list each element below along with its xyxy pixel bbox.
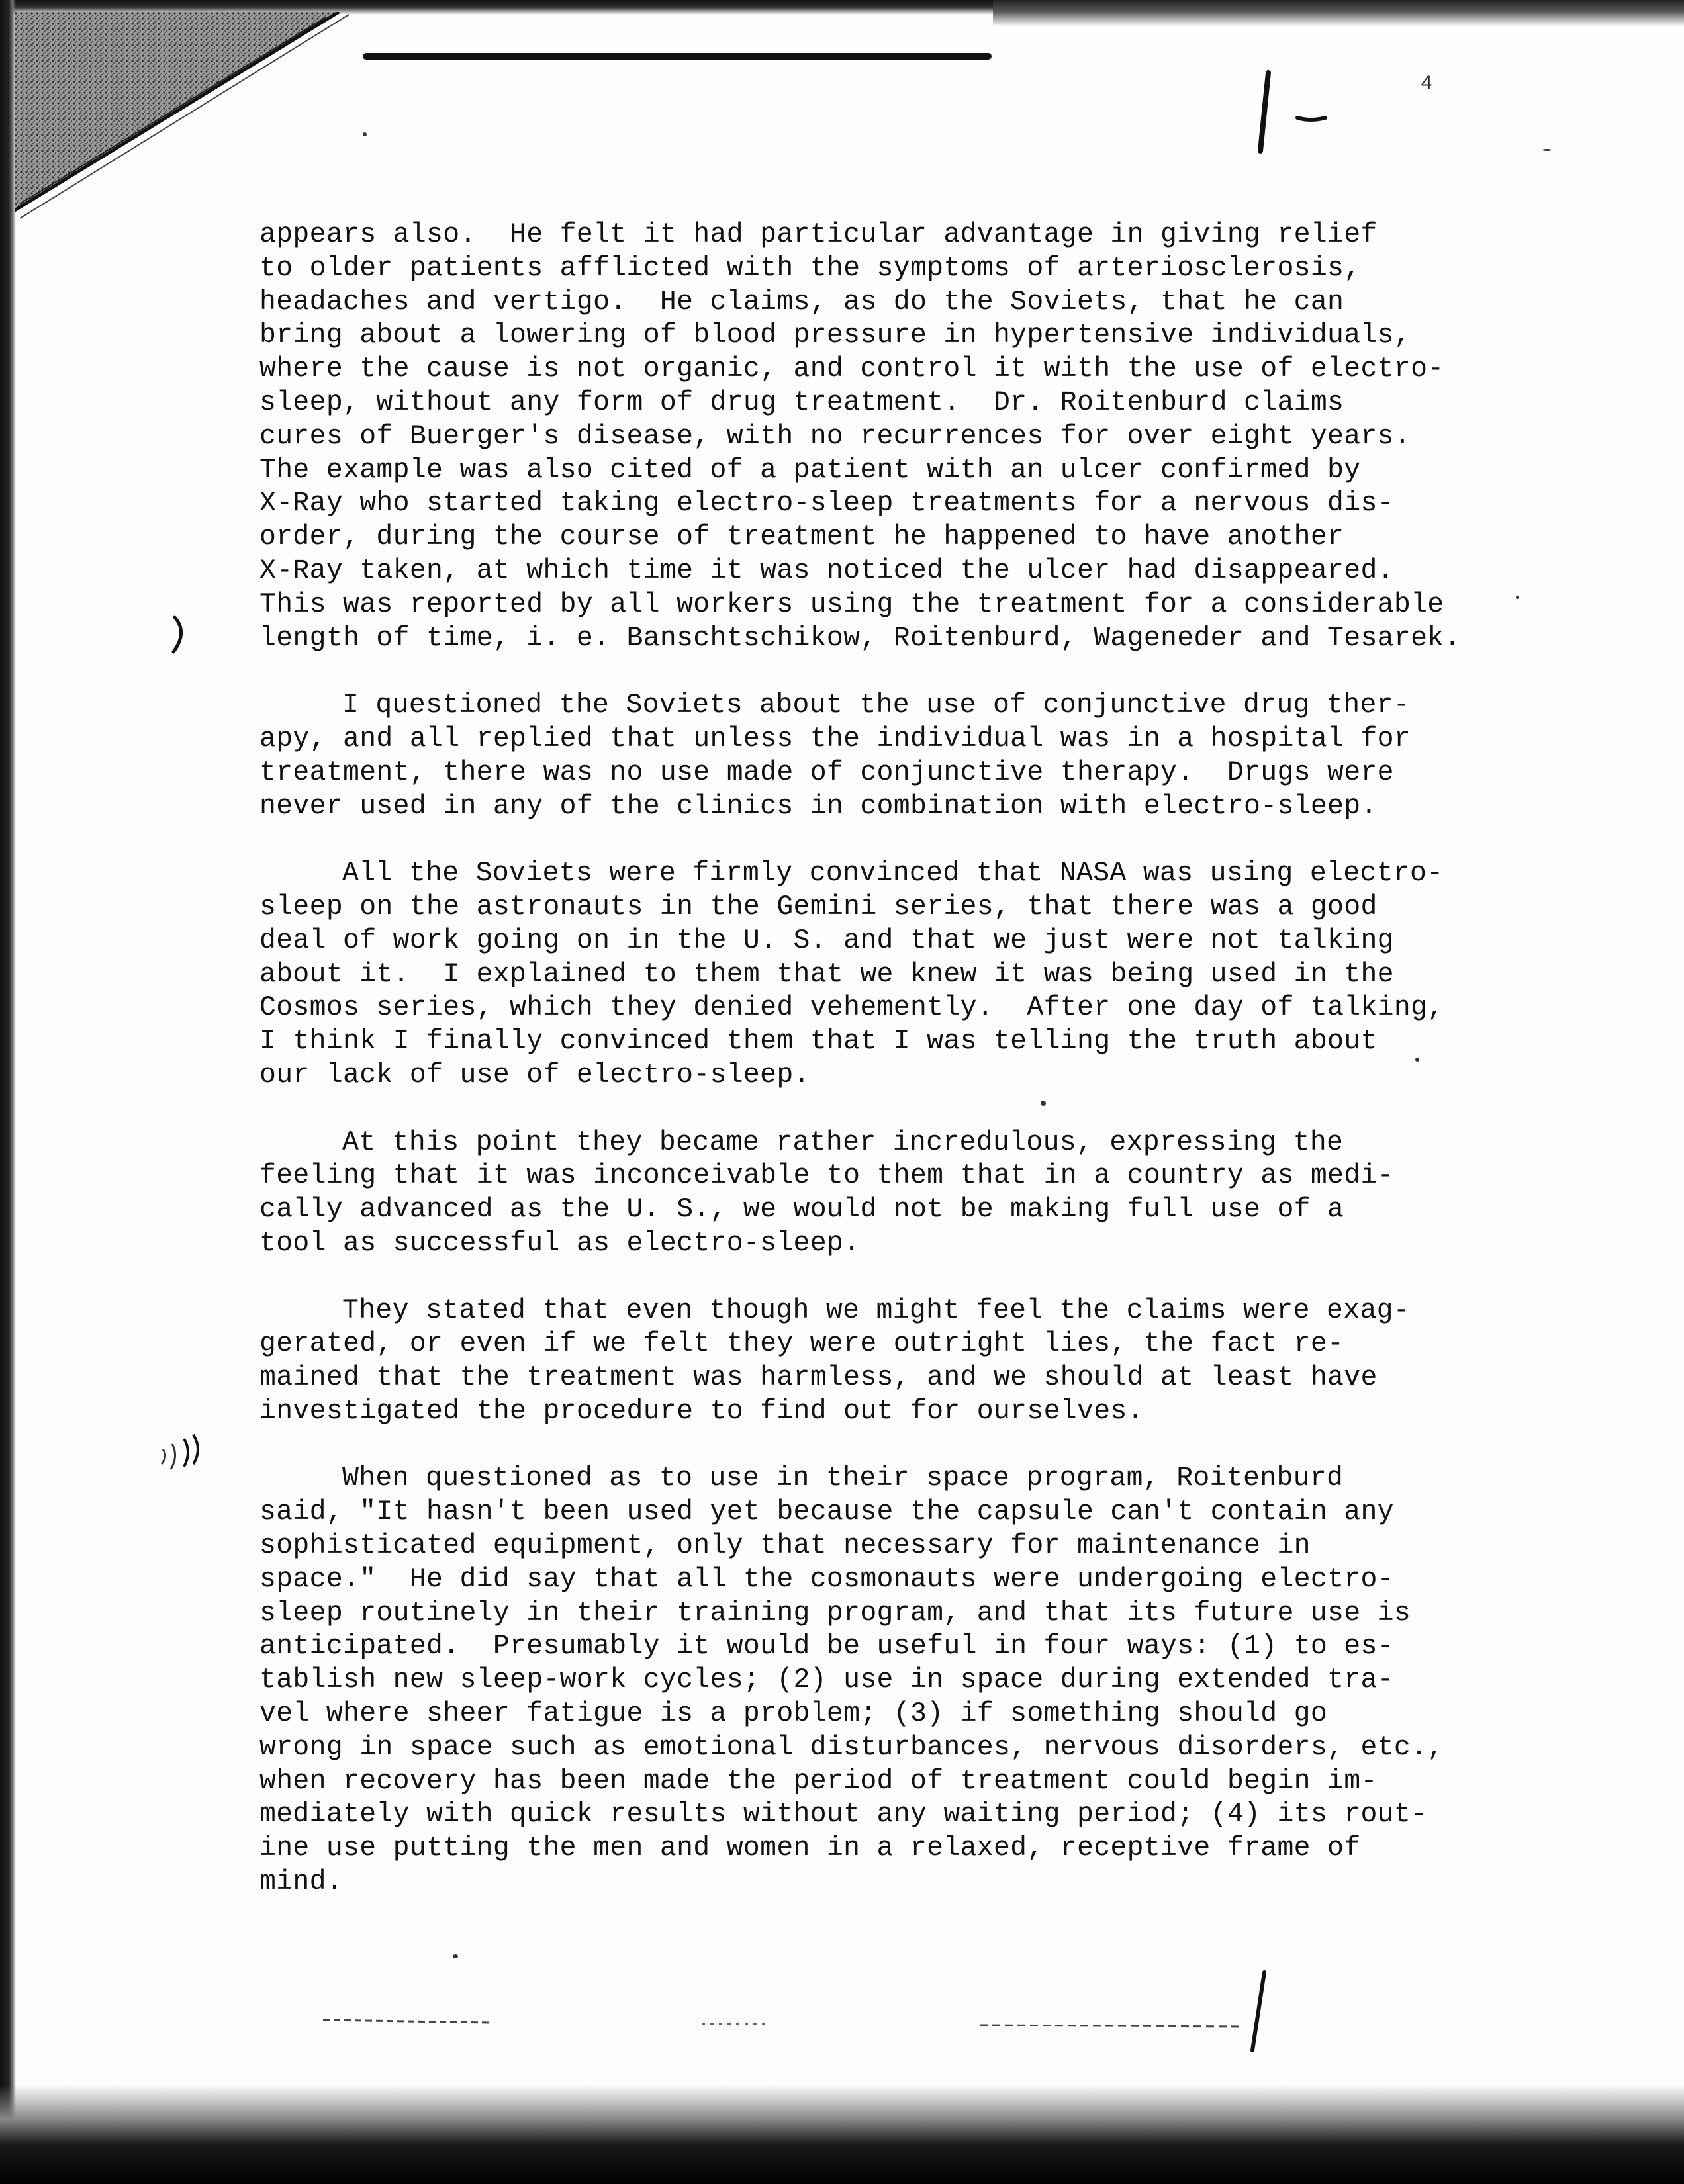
text-line: wrong in space such as emotional disturbances, nervous disorders, etc., <box>259 1731 1444 1763</box>
text-line: When questioned as to use in their space program, Roitenburd <box>342 1463 1344 1494</box>
text-line: investigated the procedure to find out for ourselves. <box>259 1395 1144 1427</box>
text-line: X-Ray who started taking electro-sleep treatments for a nervous dis- <box>259 488 1394 520</box>
text-line: tablish new sleep-work cycles; (2) use in space during extended tra- <box>259 1664 1394 1696</box>
text-line: bring about a lowering of blood pressure in hypertensive individuals, <box>259 320 1411 351</box>
text-line: length of time, i. e. Banschtschikow, Roitenburd, Wageneder and Tesarek. <box>259 622 1461 654</box>
text-line: anticipated. Presumably it would be useful in four ways: (1) to es- <box>259 1631 1394 1662</box>
text-line: treatment, there was no use made of conjunctive therapy. Drugs were <box>259 756 1394 788</box>
text-line: ine use putting the men and women in a relaxed, receptive frame of <box>259 1833 1361 1864</box>
bottom-dotted-marks <box>318 2012 1258 2032</box>
text-line: apy, and all replied that unless the individual was in a hospital for <box>259 723 1411 754</box>
text-line: mained that the treatment was harmless, and we should at least have <box>259 1362 1378 1394</box>
handwritten-tick-top <box>1244 66 1337 165</box>
text-line: never used in any of the clinics in combination with electro-sleep. <box>259 790 1378 822</box>
text-line: Cosmos series, which they denied vehemently. After one day of talking, <box>259 992 1444 1024</box>
scan-speck <box>363 132 367 136</box>
text-line: appears also. He felt it had particular advantage in giving relief <box>259 219 1378 250</box>
text-line: deal of work going on in the U. S. and that we just were not talking <box>259 925 1394 956</box>
text-line: This was reported by all workers using the treatment for a considerable <box>259 588 1444 620</box>
folded-corner-graphic <box>15 12 359 224</box>
text-line: headaches and vertigo. He claims, as do the Soviets, that he can <box>259 286 1344 318</box>
text-line: said, "It hasn't been used yet because the capsule can't contain any <box>259 1496 1394 1528</box>
paragraph <box>259 1126 1583 1261</box>
text-line: I questioned the Soviets about the use of conjunctive drug ther- <box>342 690 1411 721</box>
scan-speck <box>1542 149 1552 151</box>
scan-border-bottom <box>0 2085 1684 2184</box>
paragraph <box>259 218 1583 655</box>
text-line: sleep, without any form of drug treatment. Dr. Roitenburd claims <box>259 387 1344 418</box>
text-line: They stated that even though we might feel the claims were exag- <box>342 1295 1411 1326</box>
text-line: mind. <box>259 1866 344 1898</box>
text-line: I think I finally convinced them that I was telling the truth about <box>259 1026 1378 1058</box>
text-line: cally advanced as the U. S., we would not be making full use of a <box>259 1194 1344 1226</box>
text-line: where the cause is not organic, and control it with the use of electro- <box>259 353 1444 385</box>
margin-mark-left-1 <box>165 612 199 659</box>
scan-speck <box>453 1954 458 1958</box>
text-line: our lack of use of electro-sleep. <box>259 1059 810 1091</box>
text-line: X-Ray taken, at which time it was noticed the ulcer had disappeared. <box>259 555 1394 586</box>
scan-border-top-right <box>993 0 1684 26</box>
text-line: space." He did say that all the cosmonauts were undergoing electro- <box>259 1563 1394 1595</box>
text-line: cures of Buerger's disease, with no recurrences for over eight years. <box>259 420 1411 452</box>
paragraph <box>259 1462 1583 1899</box>
text-line: tool as successful as electro-sleep. <box>259 1227 861 1259</box>
text-line: to older patients afflicted with the symptoms of arteriosclerosis, <box>259 252 1361 284</box>
text-line: about it. I explained to them that we knew it was being used in the <box>259 958 1394 990</box>
paragraph <box>259 857 1583 1093</box>
text-line: The example was also cited of a patient with an ulcer confirmed by <box>259 454 1361 486</box>
text-line: sophisticated equipment, only that necessary for maintenance in <box>259 1530 1311 1562</box>
text-line: At this point they became rather incredulous, expressing the <box>342 1126 1344 1158</box>
text-line: gerated, or even if we felt they were outright lies, the fact re- <box>259 1328 1344 1360</box>
paragraph <box>259 1295 1583 1429</box>
text-line: All the Soviets were firmly convinced that NASA was using electro- <box>342 858 1444 889</box>
text-line: when recovery has been made the period of treatment could begin im- <box>259 1765 1378 1797</box>
top-rule-line <box>363 53 992 60</box>
page-number: 4 <box>1421 73 1433 95</box>
text-line: order, during the course of treatment he happened to have another <box>259 522 1344 553</box>
text-line: vel where sheer fatigue is a problem; (3) if something should go <box>259 1698 1328 1730</box>
text-line: feeling that it was inconceivable to them that in a country as medi- <box>259 1160 1394 1192</box>
text-line: mediately with quick results without any waiting period; (4) its rout- <box>259 1799 1428 1831</box>
paragraph <box>259 689 1583 823</box>
margin-mark-left-2 <box>150 1430 209 1482</box>
scan-border-left <box>0 0 16 2184</box>
document-body <box>259 218 1583 1933</box>
text-line: sleep on the astronauts in the Gemini series, that there was a good <box>259 891 1378 923</box>
text-line: sleep routinely in their training program, and that its future use is <box>259 1597 1411 1629</box>
